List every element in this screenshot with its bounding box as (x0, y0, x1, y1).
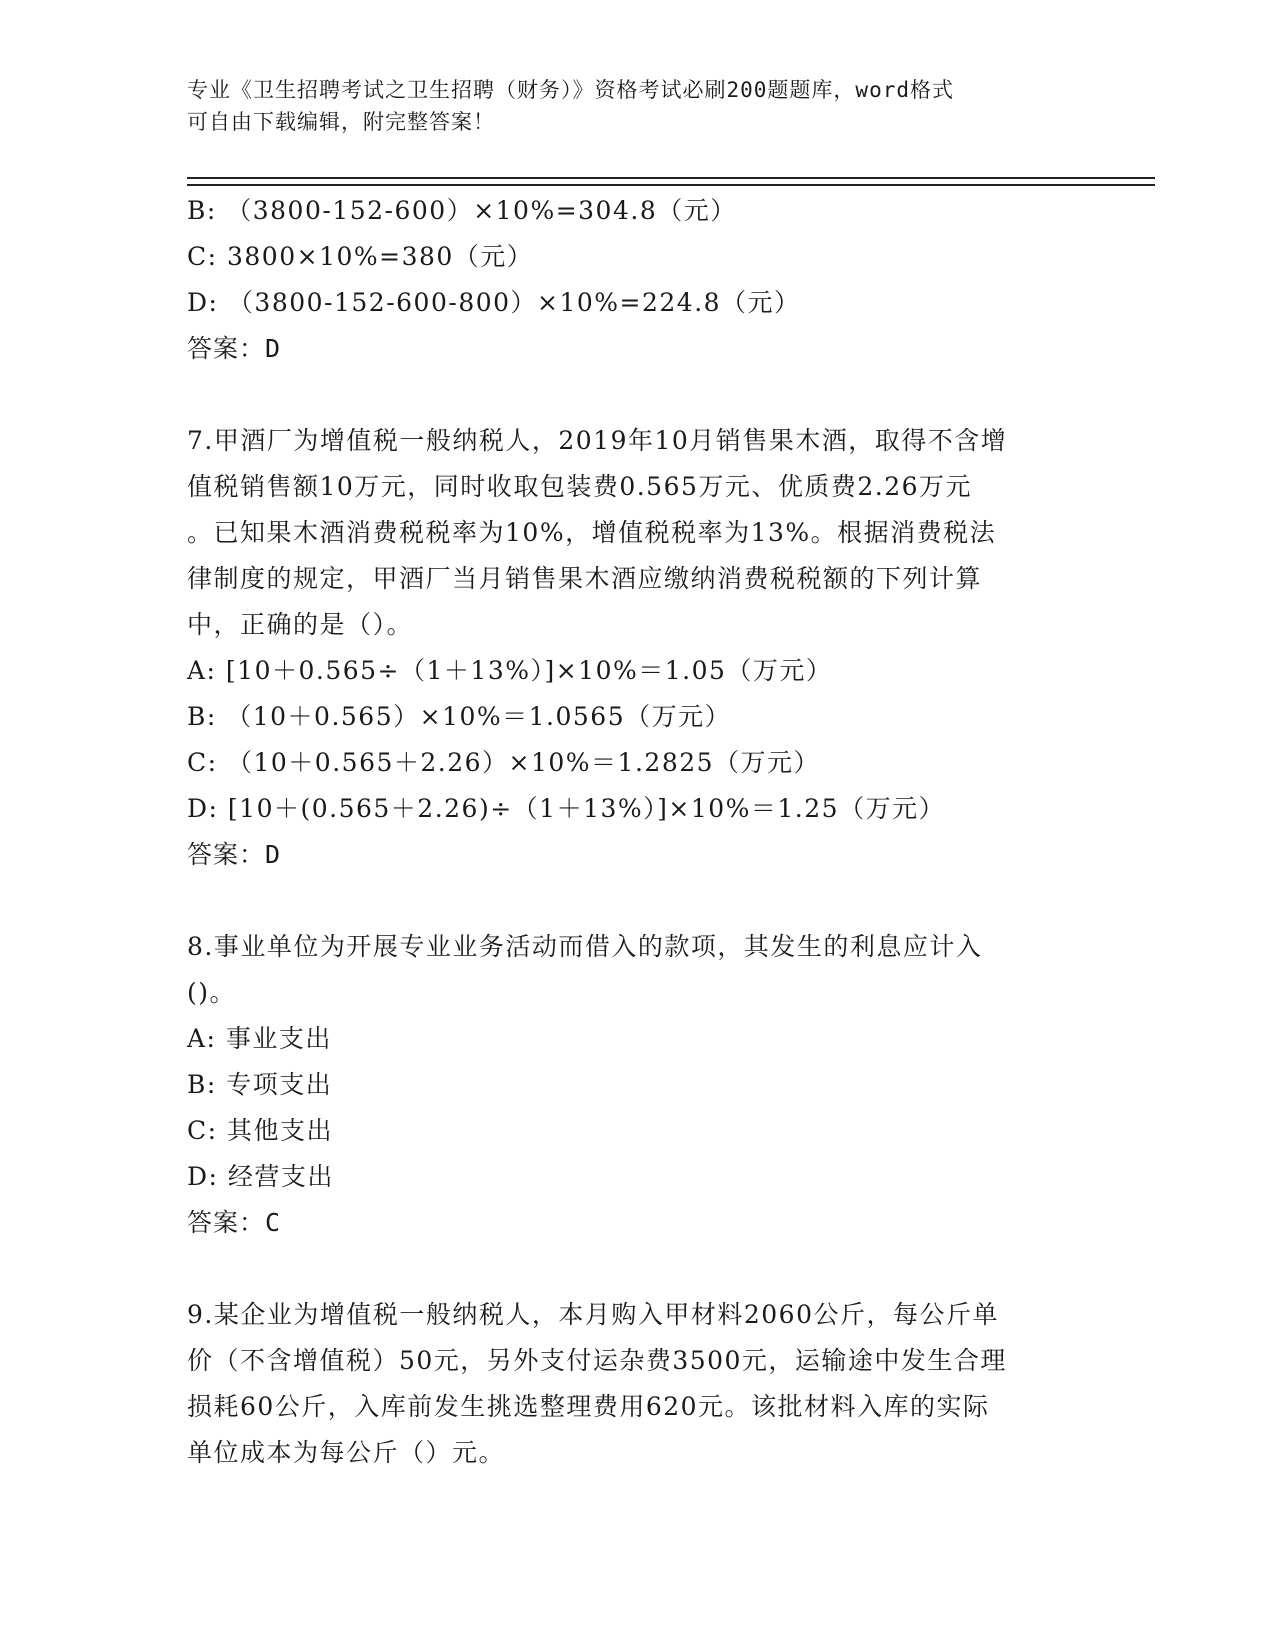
header-divider-bottom (187, 184, 1155, 186)
q7-stem-line: 。已知果木酒消费税税率为10%，增值税税率为13%。根据消费税法 (187, 518, 997, 547)
q7-option-a: A: [10＋0.565÷（1＋13%）]×10%＝1.05（万元） (187, 656, 833, 685)
question-9 (187, 1292, 1087, 1476)
q6-option-d: D: （3800-152-600-800）×10%=224.8（元） (187, 288, 801, 317)
spacer (187, 1246, 1087, 1292)
question-7 (187, 418, 1087, 878)
q7-option-b: B: （10＋0.565）×10%＝1.0565（万元） (187, 702, 732, 731)
q7-stem-line: 中，正确的是（）。 (187, 610, 414, 639)
q7-stem-line: 7.甲酒厂为增值税一般纳税人，2019年10月销售果木酒，取得不含增 (187, 426, 1008, 455)
header-line-1: 专业《卫生招聘考试之卫生招聘（财务）》资格考试必刷200题题库，word格式 (187, 78, 954, 102)
q9-stem-line: 价（不含增值税）50元，另外支付运杂费3500元，运输途中发生合理 (187, 1346, 1007, 1375)
header-divider-top (187, 177, 1155, 179)
q7-stem-line: 律制度的规定，甲酒厂当月销售果木酒应缴纳消费税税额的下列计算 (187, 564, 983, 593)
q6-option-b: B: （3800-152-600）×10%=304.8（元） (187, 196, 737, 225)
q8-option-b: B: 专项支出 (187, 1070, 333, 1099)
page-header (187, 74, 1087, 138)
q8-option-a: A: 事业支出 (187, 1024, 332, 1053)
q8-answer: 答案：C (187, 1208, 282, 1237)
q8-stem-line: 8.事业单位为开展专业业务活动而借入的款项，其发生的利息应计入 (187, 932, 983, 961)
q9-stem-line: 单位成本为每公斤（）元。 (187, 1438, 506, 1467)
header-line-2: 可自由下载编辑，附完整答案！ (187, 110, 495, 134)
q7-stem-line: 值税销售额10万元，同时收取包装费0.565万元、优质费2.26万元 (187, 472, 973, 501)
q9-stem-line: 9.某企业为增值税一般纳税人，本月购入甲材料2060公斤，每公斤单 (187, 1300, 999, 1329)
q7-option-d: D: [10＋(0.565＋2.26)÷（1＋13%）]×10%＝1.25（万元） (187, 794, 946, 823)
question-6-tail (187, 188, 1087, 372)
q8-stem-line: ()。 (187, 978, 237, 1007)
spacer (187, 372, 1087, 418)
spacer (187, 878, 1087, 924)
q8-option-d: D: 经营支出 (187, 1162, 334, 1191)
q6-answer: 答案：D (187, 334, 282, 363)
question-content (187, 188, 1087, 1476)
q8-option-c: C: 其他支出 (187, 1116, 333, 1145)
q7-answer: 答案：D (187, 840, 282, 869)
q7-option-c: C: （10＋0.565＋2.26）×10%＝1.2825（万元） (187, 748, 821, 777)
question-8 (187, 924, 1087, 1246)
q9-stem-line: 损耗60公斤，入库前发生挑选整理费用620元。该批材料入库的实际 (187, 1392, 990, 1421)
q6-option-c: C: 3800×10%=380（元） (187, 242, 534, 271)
